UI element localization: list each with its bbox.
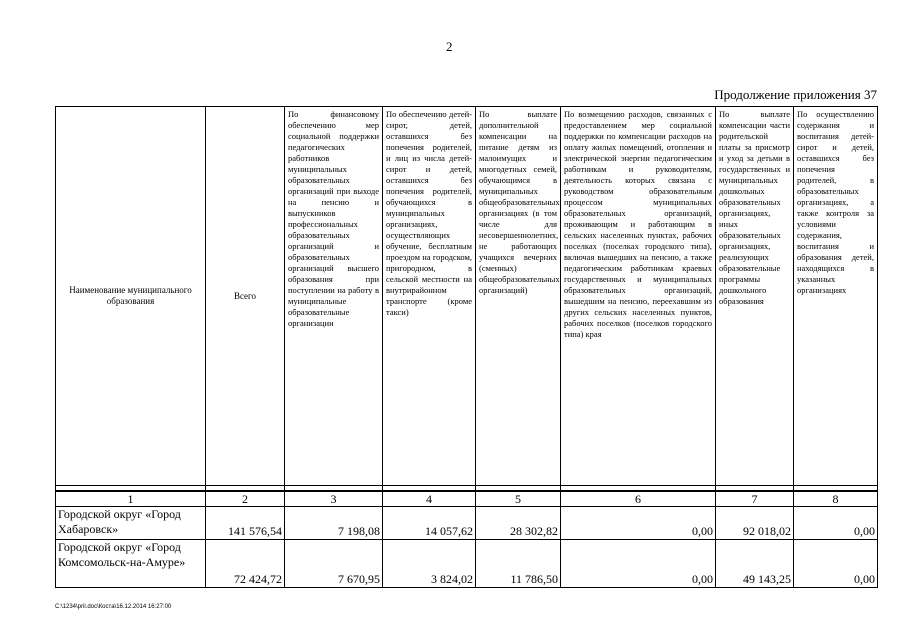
value-cell: 49 143,25 [716, 540, 794, 588]
value-cell: 92 018,02 [716, 507, 794, 540]
column-number: 3 [285, 491, 383, 507]
header-cell-3: По финансовому обеспечению мер социальной поддержки педагогических работников муниципальных образовательных организаций при выходе на пенсию и выпускников профессиональных образовательных организаций и образовательных организаций высшего образования при поступлении на работу в муниципальные образовательные организации [285, 107, 383, 486]
header-cell-5: По выплате дополнительной компенсации на питание детям из малоимущих и многодетных семей, обучающимся в муниципальных общеобразовательных организациях (в том числе для несовершеннолетних, не работающих учащихся вечерних (сменных) общеобразовательных организаций) [476, 107, 561, 486]
column-number: 6 [561, 491, 716, 507]
column-number-row [56, 491, 878, 507]
value-cell: 7 670,95 [285, 540, 383, 588]
data-table [55, 106, 878, 588]
value-cell: 72 424,72 [206, 540, 285, 588]
header-cell-6: По возмещению расходов, связанных с предоставлением мер социальной поддержки по компенсации расходов на оплату жилых помещений, отопления и электрической энергии педагогическим работникам и руководителям, деятельность которых связана с руководством образовательным процессом муниципальных образовательных организаций, проживающим и работающим в сельских населенных пунктах, рабочих поселках (поселках городского типа), включая вышедших на пенсию, а также педагогическим работникам краевых государственных и муниципальных образовательных организаций, вышедшим на пенсию, переехавшим из других сельских населенных пунктов, рабочих поселков (поселков городского типа) края [561, 107, 716, 486]
value-cell: 0,00 [561, 507, 716, 540]
value-cell: 3 824,02 [383, 540, 476, 588]
header-row [56, 107, 878, 486]
municipality-name: Городской округ «Город Хабаровск» [56, 507, 206, 540]
value-cell: 14 057,62 [383, 507, 476, 540]
value-cell: 0,00 [794, 540, 878, 588]
file-path-footer: C:\1234\pril.doc\Коста\16.12.2014 16:27:00 [55, 604, 172, 610]
header-cell-name: Наименование муниципального образования [56, 107, 206, 486]
value-cell: 141 576,54 [206, 507, 285, 540]
value-cell: 11 786,50 [476, 540, 561, 588]
value-cell: 28 302,82 [476, 507, 561, 540]
header-cell-total: Всего [206, 107, 285, 486]
column-number: 5 [476, 491, 561, 507]
appendix-title: Продолжение приложения 37 [714, 87, 877, 102]
header-cell-7: По выплате компенсации части родительской платы за присмотр и уход за детьми в государственных и муниципальных дошкольных образовательных организациях, иных образовательных организациях, реализующих образовательные программы дошкольного образования [716, 107, 794, 486]
column-number: 2 [206, 491, 285, 507]
header-cell-8: По осуществлению содержания и воспитания детей-сирот и детей, оставшихся без попечения родителей, в образовательных организациях, а также контроля за условиями содержания, воспитания и образования детей, находящихся в указанных организациях [794, 107, 878, 486]
municipality-name: Городской округ «Город Комсомольск-на-Амуре» [56, 540, 206, 588]
column-number: 1 [56, 491, 206, 507]
column-number: 7 [716, 491, 794, 507]
value-cell: 0,00 [561, 540, 716, 588]
header-cell-4: По обеспечению детей-сирот, детей, оставшихся без попечения родителей, и лиц из числа детей-сирот и детей, оставшихся без попечения родителей, обучающихся в муниципальных организациях, осуществляющих обучение, бесплатным проездом на городском, пригородном, в сельской местности на внутрирайонном транспорте (кроме такси) [383, 107, 476, 486]
value-cell: 7 198,08 [285, 507, 383, 540]
value-cell: 0,00 [794, 507, 878, 540]
page-number: 2 [446, 39, 453, 54]
column-number: 8 [794, 491, 878, 507]
table-row [56, 540, 878, 588]
table-row [56, 507, 878, 540]
column-number: 4 [383, 491, 476, 507]
